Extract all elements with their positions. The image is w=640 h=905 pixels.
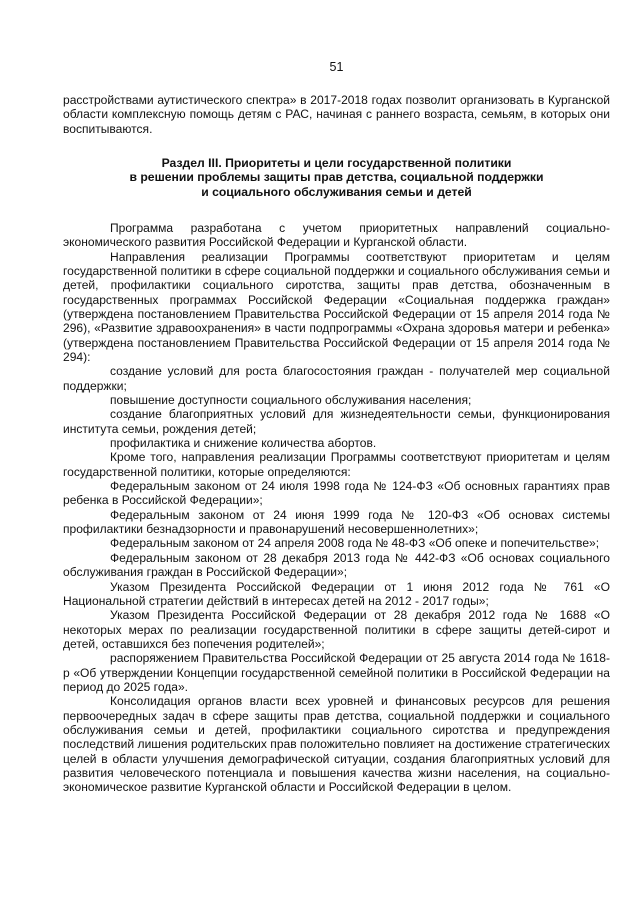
- section-heading-line-3: и социального обслуживания семьи и детей: [201, 184, 472, 199]
- paragraph: Кроме того, направления реализации Программы соответствуют приоритетам и целям государственной политики, которые определяются:: [63, 450, 610, 479]
- paragraph: создание благоприятных условий для жизнедеятельности семьи, функционирования института семьи, рождения детей;: [63, 407, 610, 436]
- paragraph: Указом Президента Российской Федерации от 28 декабря 2012 года № 1688 «О некоторых мерах по реализации государственной политики в сфере защиты детей-сирот и детей, оставшихся без попечения родителей»;: [63, 608, 610, 651]
- section-heading-line-2: в решении проблемы защиты прав детства, социальной поддержки: [129, 170, 544, 185]
- paragraph: распоряжением Правительства Российской Федерации от 25 августа 2014 года № 1618-р «Об утверждении Концепции государственной семейной политики в Российской Федерации на период до 2025 года».: [63, 651, 610, 694]
- section-heading-line-1: Раздел III. Приоритеты и цели государственной политики: [161, 156, 512, 171]
- paragraph: профилактика и снижение количества абортов.: [110, 436, 377, 451]
- page-number: 51: [329, 60, 344, 74]
- paragraph: Федеральным законом от 24 июня 1999 года № 120-ФЗ «Об основах системы профилактики безнадзорности и правонарушений несовершеннолетних»;: [63, 507, 610, 537]
- paragraph: Федеральным законом от 24 апреля 2008 года № 48-ФЗ «Об опеке и попечительстве»;: [110, 536, 600, 551]
- paragraph: Направления реализации Программы соответствуют приоритетам и целям государственной политики в сфере социальной поддержки и социального обслуживания семьи и детей, профилактики социального сиротства, защиты прав детства, обозначенным в государственных программах Российской Федерации «Социальная поддержка граждан» (утверждена постановлением Правительства Российской Федерации от 15 апреля 2014 года № 296), «Развитие здравоохранения» в части подпрограммы «Охрана здоровья матери и ребенка» (утверждена постановлением Правительства Российской Федерации от 15 апреля 2014 года № 294):: [63, 249, 610, 365]
- intro-paragraph: расстройствами аутистического спектра» в 2017-2018 годах позволит организовать в Курганской области комплексную помощь детям с РАС, начиная с раннего возраста, семьям, в которых они воспитываются.: [63, 93, 610, 136]
- paragraph: Программа разработана с учетом приоритетных направлений социально-экономического развития Российской Федерации и Курганской области.: [63, 220, 610, 250]
- paragraph: Федеральным законом от 28 декабря 2013 года № 442-ФЗ «Об основах социального обслуживания граждан в Российской Федерации»;: [63, 550, 610, 580]
- paragraph: создание условий для роста благосостояния граждан - получателей мер социальной поддержки;: [63, 364, 610, 393]
- section-heading: [63, 156, 610, 199]
- paragraph: Консолидация органов власти всех уровней и финансовых ресурсов для решения первоочередных задач в сфере защиты прав детства, социальной поддержки и социального обслуживания семьи и детей, профилактики социального сиротства и предупреждения последствий лишения родительских прав положительно повлияет на достижение стратегических целей в области улучшения демографической ситуации, создания благоприятных условий для развития человеческого потенциала и повышения качества жизни населения, на социально-экономическое развитие Курганской области и Российской Федерации в целом.: [63, 694, 610, 795]
- section-body: [63, 221, 610, 795]
- paragraph: Федеральным законом от 24 июля 1998 года № 124-ФЗ «Об основных гарантиях прав ребенка в Российской Федерации»;: [63, 479, 610, 508]
- paragraph: Указом Президента Российской Федерации от 1 июня 2012 года № 761 «О Национальной стратегии действий в интересах детей на 2012 - 2017 годы»;: [63, 579, 610, 608]
- paragraph: повышение доступности социального обслуживания населения;: [110, 393, 472, 408]
